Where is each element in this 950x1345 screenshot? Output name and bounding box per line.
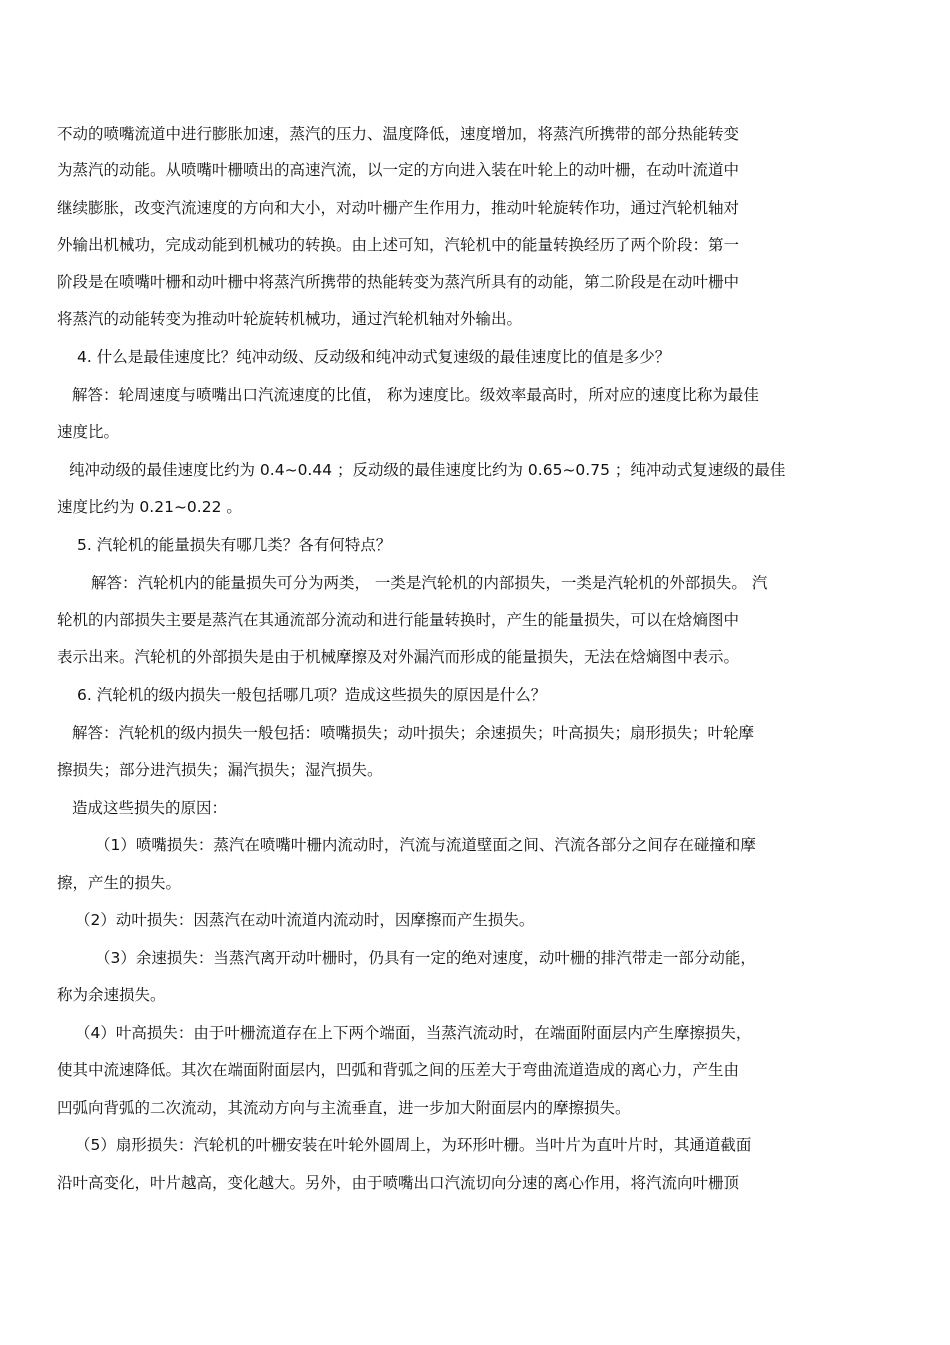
- answer-line: 解答：轮周速度与喷嘴出口汽流速度的比值， 称为速度比。级效率最高时，所对应的速度比称为最佳: [72, 386, 759, 404]
- text-line: 纯冲动级的最佳速度比约为 0.4~0.44 ；反动级的最佳速度比约为 0.65~0.75 ；纯冲动式复速级的最佳: [69, 461, 786, 479]
- text-line: 沿叶高变化，叶片越高，变化越大。另外，由于喷嘴出口汽流切向分速的离心作用，将汽流向叶栅顶: [57, 1174, 740, 1192]
- text-line: 阶段是在喷嘴叶栅和动叶栅中将蒸汽所携带的热能转变为蒸汽所具有的动能，第二阶段是在动叶栅中: [57, 273, 740, 291]
- text-line: 速度比。: [57, 423, 120, 441]
- text-line: 速度比约为 0.21~0.22 。: [57, 498, 242, 516]
- text-line: 擦，产生的损失。: [57, 874, 182, 892]
- text-line: 将蒸汽的动能转变为推动叶轮旋转机械功，通过汽轮机轴对外输出。: [57, 310, 523, 328]
- question-heading: 6. 汽轮机的级内损失一般包括哪几项？造成这些损失的原因是什么？: [77, 686, 547, 704]
- list-item: （4）叶高损失：由于叶栅流道存在上下两个端面，当蒸汽流动时，在端面附面层内产生摩擦损失，: [75, 1024, 752, 1042]
- answer-line: 解答：汽轮机内的能量损失可分为两类， 一类是汽轮机的内部损失，一类是汽轮机的外部损失。 汽: [91, 574, 768, 592]
- text-line: 为蒸汽的动能。从喷嘴叶栅喷出的高速汽流，以一定的方向进入装在叶轮上的动叶栅，在动叶流道中: [57, 161, 740, 179]
- text-line: 外输出机械功，完成动能到机械功的转换。由上述可知，汽轮机中的能量转换经历了两个阶段：第一: [57, 236, 740, 254]
- question-heading: 5. 汽轮机的能量损失有哪几类？各有何特点？: [77, 536, 392, 554]
- text-line: 轮机的内部损失主要是蒸汽在其通流部分流动和进行能量转换时，产生的能量损失，可以在焓熵图中: [57, 611, 740, 629]
- text-line: 凹弧向背弧的二次流动，其流动方向与主流垂直，进一步加大附面层内的摩擦损失。: [57, 1099, 631, 1117]
- text-line: 造成这些损失的原因：: [72, 799, 228, 817]
- list-item: （1）喷嘴损失：蒸汽在喷嘴叶栅内流动时，汽流与流道壁面之间、汽流各部分之间存在碰撞和摩: [95, 836, 756, 854]
- text-line: 表示出来。汽轮机的外部损失是由于机械摩擦及对外漏汽而形成的能量损失，无法在焓熵图中表示。: [57, 648, 740, 666]
- text-line: 称为余速损失。: [57, 986, 166, 1004]
- text-line: 使其中流速降低。其次在端面附面层内，凹弧和背弧之间的压差大于弯曲流道造成的离心力，产生由: [57, 1061, 740, 1079]
- text-line: 不动的喷嘴流道中进行膨胀加速，蒸汽的压力、温度降低，速度增加，将蒸汽所携带的部分热能转变: [57, 125, 740, 143]
- answer-line: 解答：汽轮机的级内损失一般包括：喷嘴损失；动叶损失；余速损失；叶高损失；扇形损失；叶轮摩: [72, 724, 755, 742]
- question-heading: 4. 什么是最佳速度比？纯冲动级、反动级和纯冲动式复速级的最佳速度比的值是多少？: [77, 348, 671, 366]
- list-item: （2）动叶损失：因蒸汽在动叶流道内流动时，因摩擦而产生损失。: [75, 911, 535, 929]
- text-line: 继续膨胀，改变汽流速度的方向和大小，对动叶栅产生作用力，推动叶轮旋转作功，通过汽轮机轴对: [57, 199, 740, 217]
- list-item: （5）扇形损失：汽轮机的叶栅安装在叶轮外圆周上，为环形叶栅。当叶片为直叶片时，其通道截面: [75, 1136, 752, 1154]
- list-item: （3）余速损失：当蒸汽离开动叶栅时，仍具有一定的绝对速度，动叶栅的排汽带走一部分动能，: [95, 949, 756, 967]
- text-line: 擦损失；部分进汽损失；漏汽损失；湿汽损失。: [57, 761, 383, 779]
